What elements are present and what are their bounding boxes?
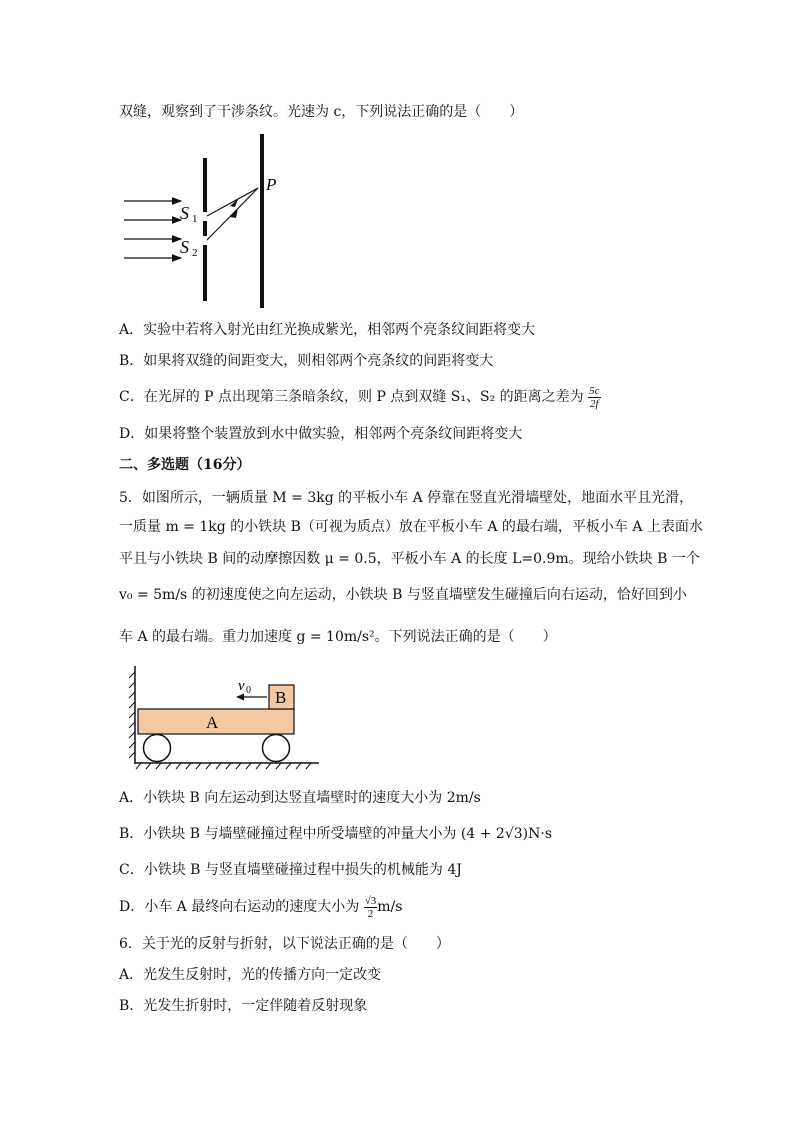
label-s1-sub: 1: [192, 213, 198, 225]
q5-line-1: 5．如图所示，一辆质量 M = 3kg 的平板小车 A 停靠在竖直光滑墙壁处，地面水平且光滑，: [119, 490, 694, 506]
arrow-icon: [236, 694, 244, 701]
wall-hatching: [129, 672, 135, 758]
q5-option-c: C．小铁块 B 与竖直墙壁碰撞过程中损失的机械能为 4J: [119, 862, 462, 878]
fraction-numerator: √3: [364, 894, 377, 907]
wheel: [144, 735, 171, 762]
fraction-denominator: 2f: [590, 397, 599, 410]
q4-option-d: D．如果将整个装置放到水中做实验，相邻两个亮条纹间距将变大: [119, 426, 523, 442]
fraction: [364, 895, 378, 920]
label-s2: S: [180, 237, 189, 257]
wheel: [263, 735, 290, 762]
fraction: [588, 385, 600, 410]
ray-s1-to-p: [207, 188, 258, 216]
arrow-icon: [230, 208, 238, 218]
cart-figure: [126, 662, 326, 772]
q4-stem-tail: 双缝，观察到了干涉条纹。光速为 c，下列说法正确的是（ ）: [119, 104, 524, 120]
q6-option-b: B．光发生折射时，一定伴随着反射现象: [119, 998, 368, 1014]
fraction-numerator: 5c: [589, 384, 600, 397]
q5-option-d-text: D．小车 A 最终向右运动的速度大小为: [119, 899, 360, 915]
block-b-label: B: [275, 688, 287, 707]
q5-option-d: [119, 890, 402, 924]
velocity-label: v: [238, 678, 245, 694]
q6-stem: 6．关于光的反射与折射，以下说法正确的是（ ）: [119, 936, 450, 952]
q5-line-3: 平且与小铁块 B 间的动摩擦因数 μ = 0.5，平板小车 A 的长度 L=0.9m。现给小铁块 B 一个: [119, 551, 700, 567]
label-s2-sub: 2: [192, 247, 198, 259]
q4-option-c-text: C．在光屏的 P 点出现第三条暗条纹，则 P 点到双缝 S₁、S₂ 的距离之差为: [119, 389, 584, 405]
q5-option-a: A．小铁块 B 向左运动到达竖直墙壁时的速度大小为 2m/s: [119, 790, 481, 806]
q5-option-b: B．小铁块 B 与墙壁碰撞过程中所受墙壁的冲量大小为 (4 + 2√3)N·s: [119, 826, 553, 842]
label-p: P: [266, 175, 277, 194]
ray-s2-to-p: [207, 188, 258, 240]
q4-option-a: A．实验中若将入射光由红光换成紫光，相邻两个亮条纹间距将变大: [119, 322, 536, 338]
velocity-subscript: 0: [246, 685, 251, 696]
q5-line-5: 车 A 的最右端。重力加速度 g = 10m/s²。下列说法正确的是（ ）: [119, 629, 557, 645]
unit: m/s: [377, 899, 403, 915]
q6-option-a: A．光发生反射时，光的传播方向一定改变: [119, 967, 382, 983]
fraction-denominator: 2: [367, 907, 374, 920]
double-slit-figure: [118, 128, 288, 313]
q4-option-c: [119, 381, 601, 413]
ground-hatching: [136, 763, 311, 769]
q4-option-b: B．如果将双缝的间距变大，则相邻两个亮条纹的间距将变大: [119, 353, 494, 369]
q5-line-2: 一质量 m = 1kg 的小铁块 B（可视为质点）放在平板小车 A 的最右端，平板小车 A 上表面水: [119, 519, 703, 535]
q5-line-4: v₀ = 5m/s 的初速度使之向左运动，小铁块 B 与竖直墙壁发生碰撞后向右运动，恰好回到小: [119, 587, 687, 603]
label-s1: S: [180, 203, 189, 223]
section-heading: 二、多选题（16分）: [119, 457, 251, 473]
cart-a-label: A: [206, 713, 219, 732]
